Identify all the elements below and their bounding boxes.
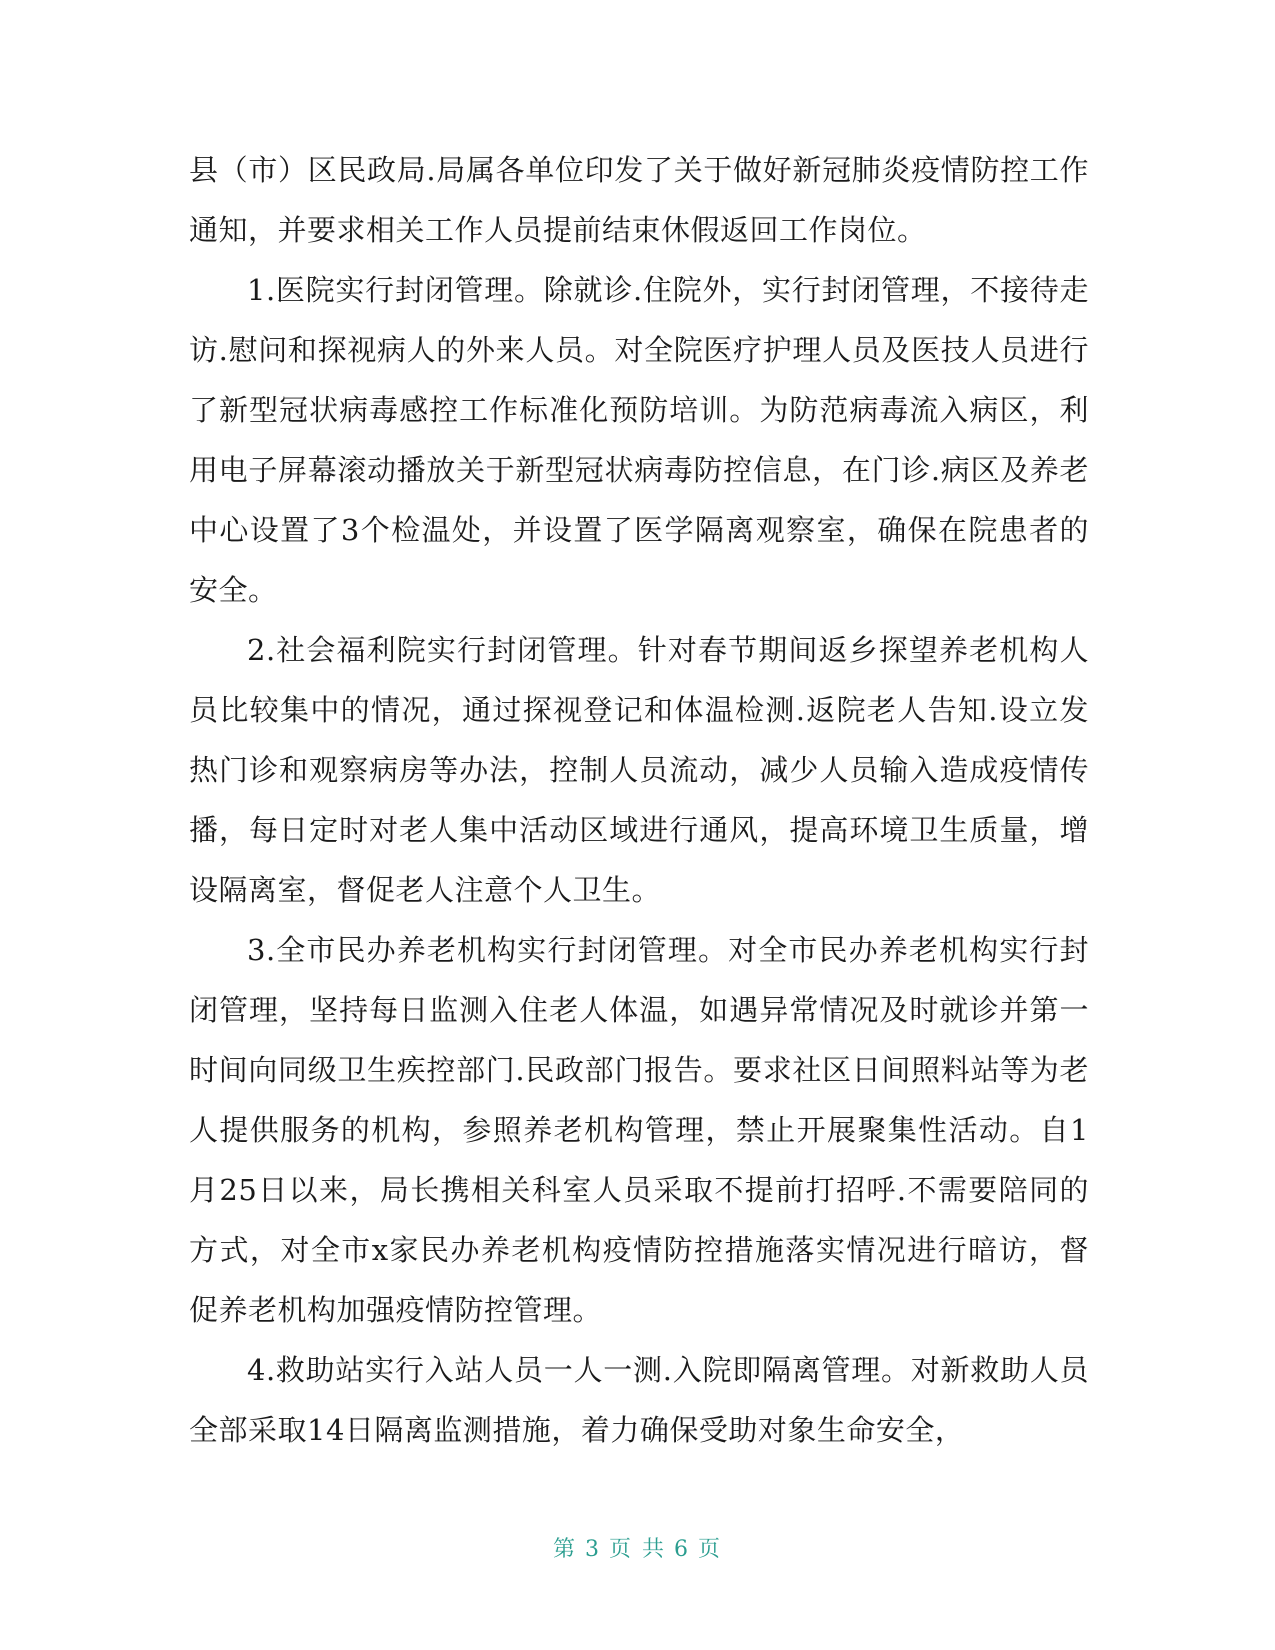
paragraph-intro: 县（市）区民政局.局属各单位印发了关于做好新冠肺炎疫情防控工作通知，并要求相关工作人员提前结束休假返回工作岗位。 [189, 153, 1089, 247]
paragraph-item-1-hospital: 1.医院实行封闭管理。除就诊.住院外，实行封闭管理，不接待走访.慰问和探视病人的外来人员。对全院医疗护理人员及医技人员进行了新型冠状病毒感控工作标准化预防培训。为防范病毒流入病区，利用电子屏幕滚动播放关于新型冠状病毒防控信息，在门诊.病区及养老中心设置了3个检温处，并设置了医学隔离观察室，确保在院患者的安全。 [189, 273, 1089, 607]
footer-prefix: 第 [552, 1537, 577, 1562]
document-body [189, 140, 1089, 1460]
footer-current-page: 3 [585, 1537, 601, 1562]
footer-total-pages: 6 [674, 1537, 690, 1562]
footer-suffix: 页 [698, 1537, 723, 1562]
paragraph-item-2-welfare-home: 2.社会福利院实行封闭管理。针对春节期间返乡探望养老机构人员比较集中的情况，通过探视登记和体温检测.返院老人告知.设立发热门诊和观察病房等办法，控制人员流动，减少人员输入造成疫情传播，每日定时对老人集中活动区域进行通风，提高环境卫生质量，增设隔离室，督促老人注意个人卫生。 [189, 633, 1089, 907]
paragraph-item-4-rescue-station: 4.救助站实行入站人员一人一测.入院即隔离管理。对新救助人员全部采取14日隔离监测措施，着力确保受助对象生命安全， [189, 1353, 1089, 1447]
footer-mid: 页 共 [609, 1537, 666, 1562]
page-footer [0, 1532, 1275, 1563]
paragraph-item-3-private-elderly-care: 3.全市民办养老机构实行封闭管理。对全市民办养老机构实行封闭管理，坚持每日监测入住老人体温，如遇异常情况及时就诊并第一时间向同级卫生疾控部门.民政部门报告。要求社区日间照料站等为老人提供服务的机构，参照养老机构管理，禁止开展聚集性活动。自1月25日以来，局长携相关科室人员采取不提前打招呼.不需要陪同的方式，对全市x家民办养老机构疫情防控措施落实情况进行暗访，督促养老机构加强疫情防控管理。 [189, 933, 1089, 1327]
